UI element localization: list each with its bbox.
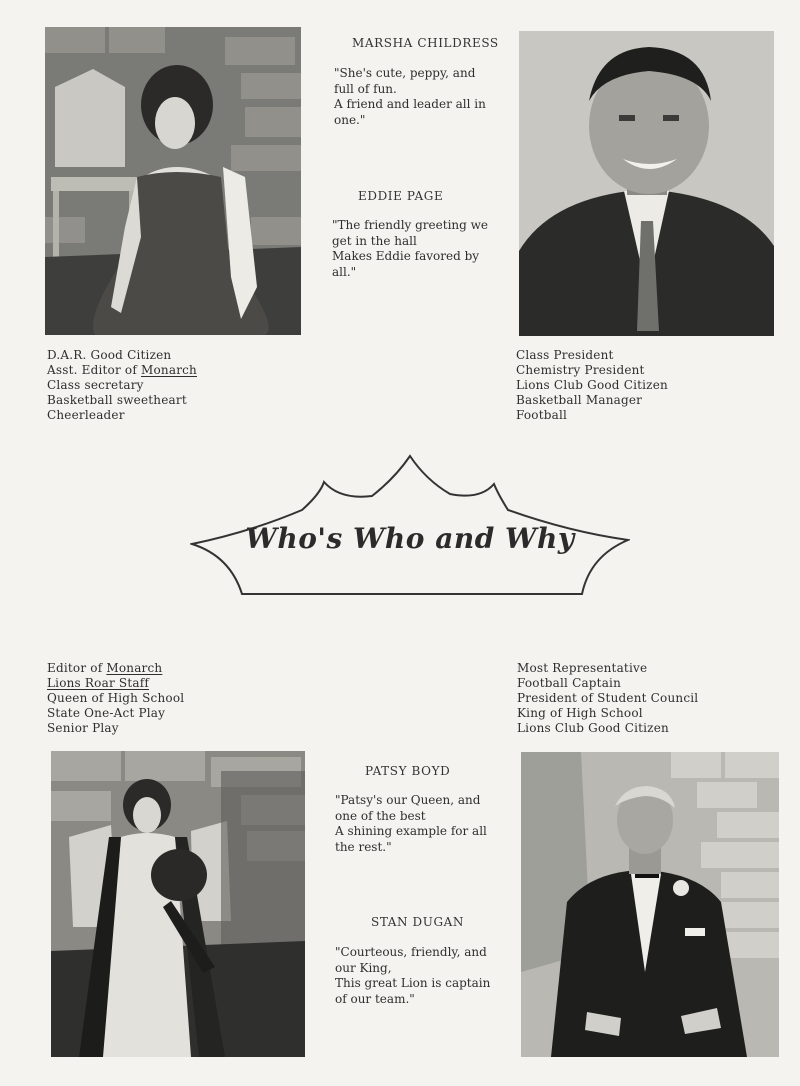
photo-stan-dugan — [521, 752, 779, 1057]
activity-item: Class secretary — [47, 378, 144, 392]
activity-item: Chemistry President — [516, 363, 645, 377]
activity-item: Cheerleader — [47, 408, 125, 422]
student-name: PATSY BOYD — [365, 764, 451, 778]
activity-item: Senior Play — [47, 721, 119, 735]
activity-item: Asst. Editor of Monarch — [47, 363, 197, 377]
banner-title: Who's Who and Why — [245, 522, 575, 555]
student-quote: "She's cute, peppy, and full of fun. A friend and leader all in one." — [334, 66, 486, 127]
photo-marsha-childress — [45, 27, 301, 335]
student-name: MARSHA CHILDRESS — [352, 36, 499, 50]
student-quote: "The friendly greeting we get in the hall Makes Eddie favored by all." — [332, 218, 489, 279]
student-quote: "Courteous, friendly, and our King, This great Lion is captain of our team." — [335, 945, 491, 1006]
activity-item: Basketball sweetheart — [47, 393, 187, 407]
activity-item: President of Student Council — [517, 691, 699, 705]
activity-item: Editor of Monarch — [47, 661, 163, 675]
student-quote: "Patsy's our Queen, and one of the best A shining example for all the rest." — [335, 793, 487, 854]
activity-item: Most Representative — [517, 661, 648, 675]
activity-item: Lions Roar Staff — [47, 676, 149, 690]
activity-list — [516, 348, 668, 423]
activity-item: Lions Club Good Citizen — [517, 721, 669, 735]
student-name: EDDIE PAGE — [358, 189, 444, 203]
activity-item: Football — [516, 408, 568, 422]
activity-item: Football Captain — [517, 676, 622, 690]
activity-item: King of High School — [517, 706, 643, 720]
activity-item: State One-Act Play — [47, 706, 166, 720]
activity-list — [47, 661, 184, 736]
activity-list — [47, 348, 197, 423]
photo-eddie-page — [519, 31, 774, 336]
activity-item: Queen of High School — [47, 691, 185, 705]
activity-list — [517, 661, 698, 736]
publication-title: Monarch — [106, 661, 163, 675]
activity-item: Basketball Manager — [516, 393, 643, 407]
student-name: STAN DUGAN — [371, 915, 465, 929]
activity-item: D.A.R. Good Citizen — [47, 348, 172, 362]
photo-patsy-boyd — [51, 751, 305, 1057]
activity-item: Class President — [516, 348, 614, 362]
activity-item: Lions Club Good Citizen — [516, 378, 668, 392]
publication-title: Monarch — [141, 363, 197, 377]
